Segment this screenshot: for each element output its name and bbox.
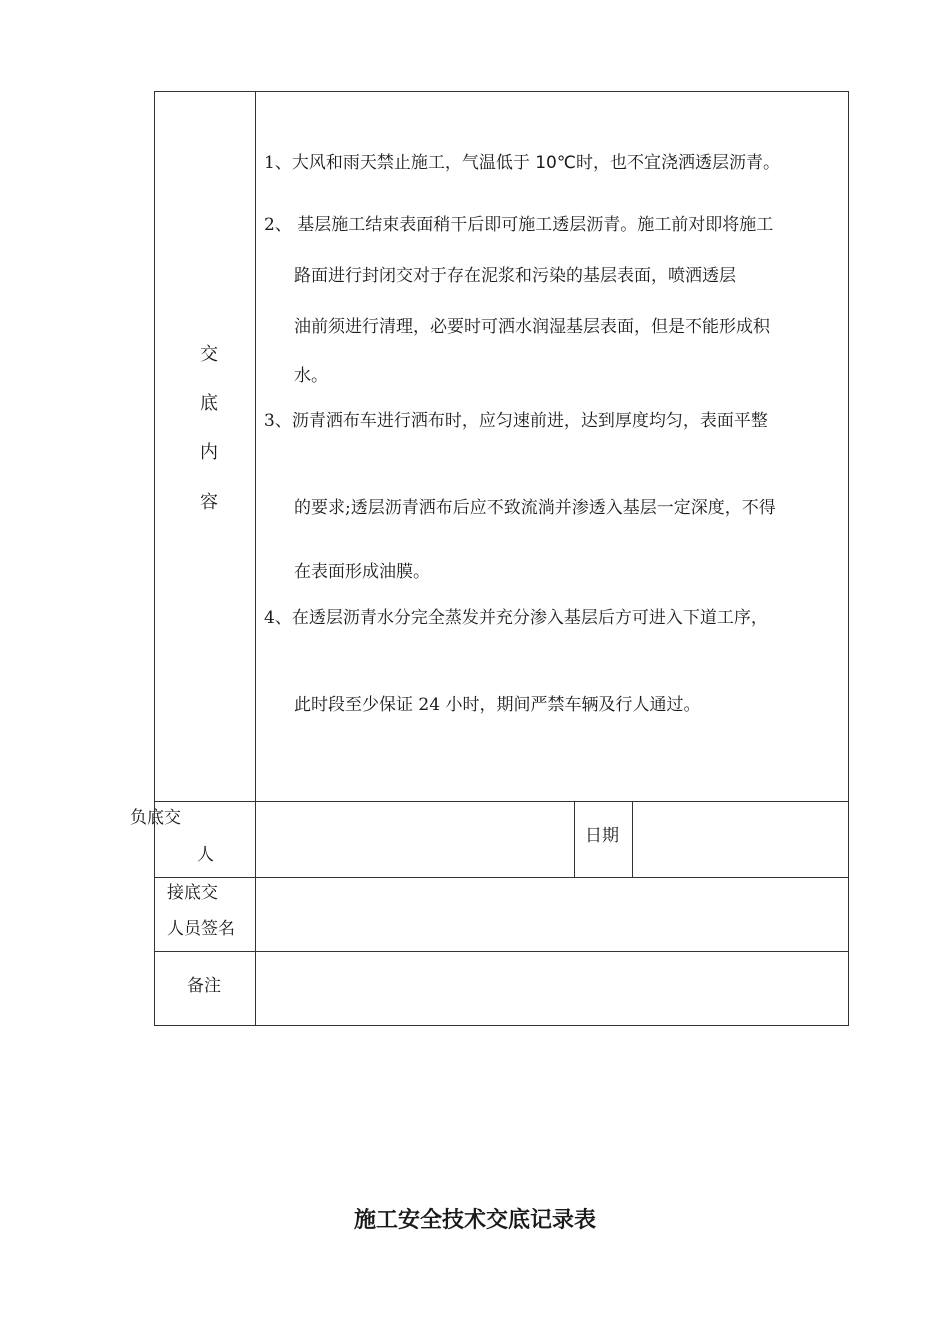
responsible-label-line-2: 人 [197,845,214,865]
page-title: 施工安全技术交底记录表 [353,1208,596,1233]
table-border-left [154,91,155,1026]
item-1-emphasis: 气温低于 10℃时，也不宜浇洒透层沥青。 [461,153,780,173]
item-2-line-3: 油前须进行清理，必要时可洒水润湿基层表面，但是不能形成积 [294,317,770,337]
item-1-text: 1、大风和雨天禁止施工， [264,153,462,173]
receiver-signature-cell[interactable] [256,878,848,951]
label-char: 容 [200,492,218,513]
date-input-cell[interactable] [633,802,848,877]
remarks-cell[interactable] [256,952,848,1025]
date-cell-left-divider [574,801,575,878]
label-char: 交 [200,344,218,365]
table-border-right [848,91,849,1026]
receiver-label: 接底交 [167,883,218,903]
item-4-line-1: 4、在透层沥青水分完全蒸发并充分渗入基层后方可进入下道工序， [264,608,768,628]
item-4-line-2 [294,695,700,715]
item-3-line-2-prefix: 的要求; [294,498,351,518]
item-4-line-2-prefix: 此时段至少保证 24 小时，期间 [294,695,531,715]
date-label: 日期 [585,826,619,846]
item-2-line-4: 水。 [294,366,328,386]
remarks-label: 备注 [187,976,221,996]
label-char: 底 [200,393,218,414]
item-4-emphasis: 严禁车辆及行人通过。 [530,695,701,715]
item-1 [264,153,780,173]
item-3-line-2-suffix: ，不得 [724,498,776,518]
item-2-line-2: 路面进行封闭交对于存在泥浆和污染的基层表面，喷洒透层 [294,266,736,286]
responsible-label: 负底交 [130,808,181,828]
item-3-line-1: 3、沥青洒布车进行洒布时，应匀速前进，达到厚度均匀，表面平整 [264,411,768,431]
item-2-line-1: 2、 基层施工结束表面稍干后即可施工透层沥青。施工前对即将施工 [264,215,774,235]
item-3-line-2 [294,498,776,518]
label-char: 内 [200,442,218,463]
responsible-input-cell[interactable] [256,802,574,877]
table-border-bottom [154,1025,849,1026]
item-3-line-3: 在表面形成油膜。 [294,562,430,582]
item-3-emphasis: 透层沥青洒布后应不致流淌并渗透入基层一定深度 [350,498,725,518]
receiver-label-line-2: 人员签名 [167,919,235,939]
table-border-top [154,91,849,92]
